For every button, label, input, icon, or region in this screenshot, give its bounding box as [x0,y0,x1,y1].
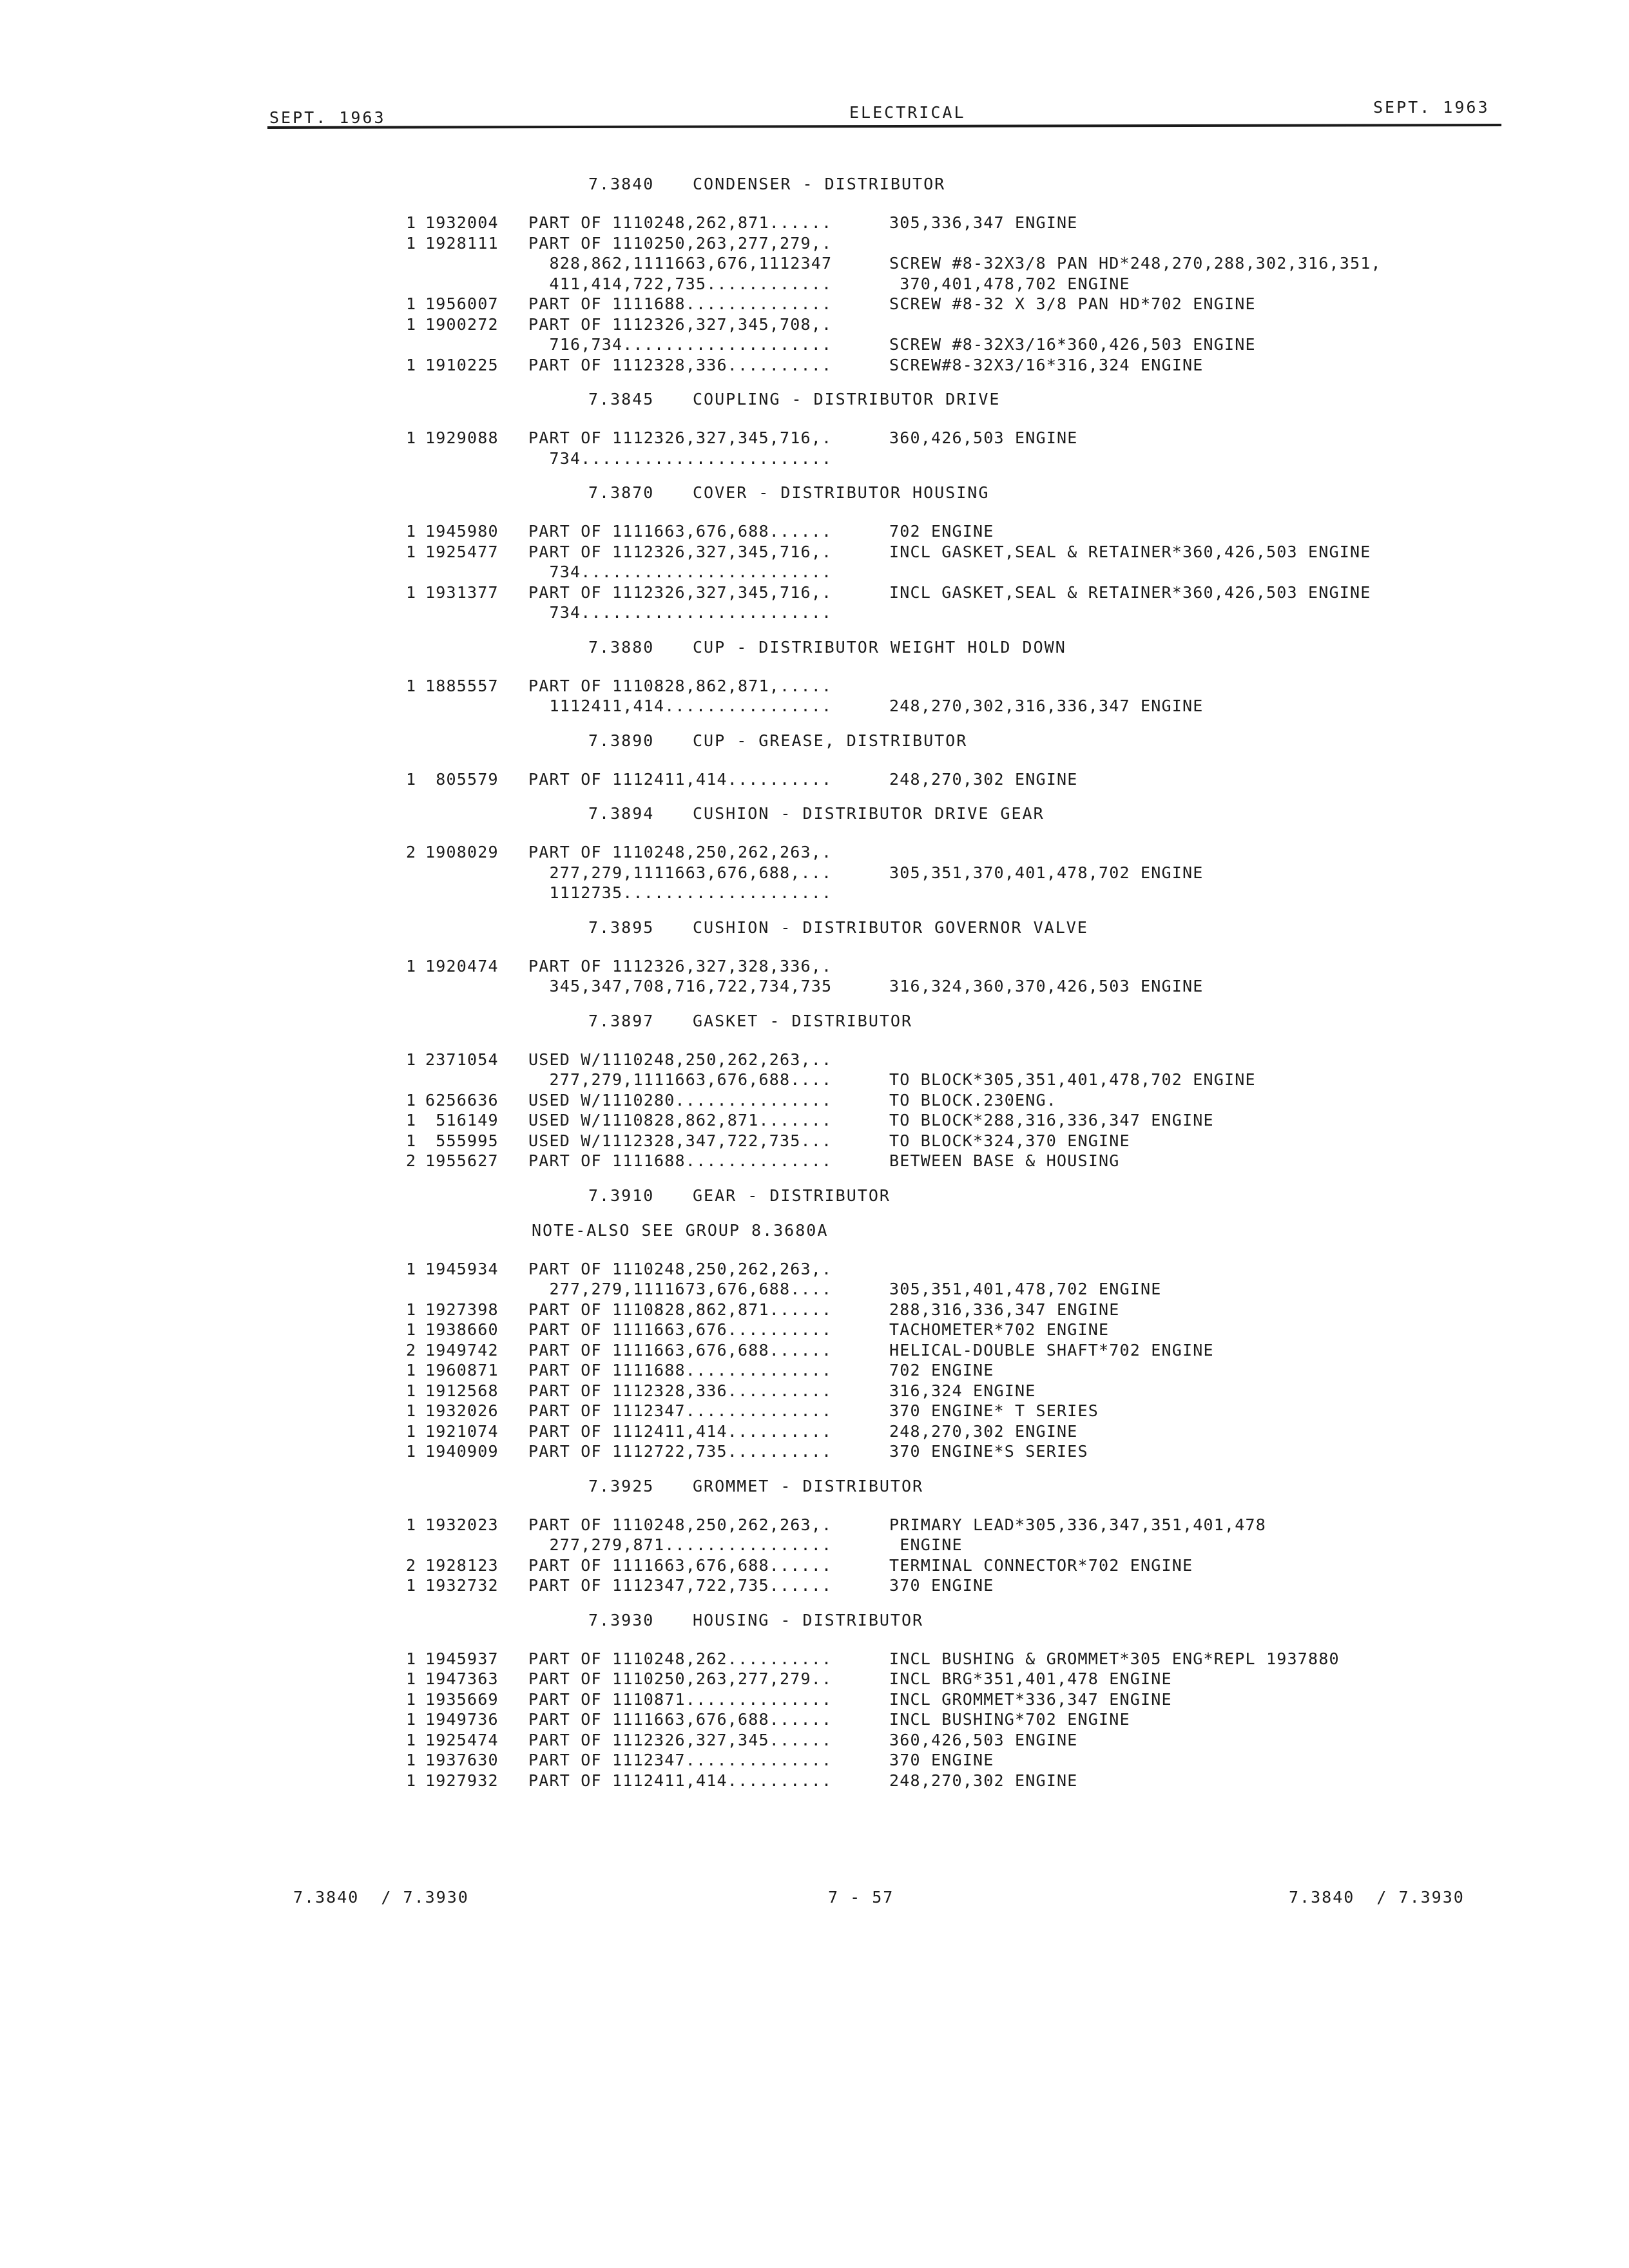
header-date-left: SEPT. 1963 [269,108,386,127]
part-usage: PART OF 1110250,263,277,279.. [528,1669,833,1688]
part-remarks: TO BLOCK*324,370 ENGINE [889,1131,1130,1150]
section-number: 7.3840 [588,175,655,193]
part-number: 1920474 [425,956,499,975]
part-row [406,274,1489,294]
part-number: 1935669 [425,1689,499,1709]
part-number: 1885557 [425,676,499,695]
part-row [406,1649,1489,1669]
part-number: 1947363 [425,1669,499,1688]
part-row [406,521,1489,542]
part-number: 1925474 [425,1730,499,1749]
part-usage: USED W/1110248,250,262,263,.. [528,1050,833,1069]
part-row [406,1421,1489,1442]
part-remarks: SCREW #8-32 X 3/8 PAN HD*702 ENGINE [889,294,1256,313]
part-usage: PART OF 1111688.............. [528,294,833,313]
part-number: 1955627 [425,1151,499,1170]
part-row [406,213,1489,233]
part-usage: PART OF 1111663,676,688...... [528,1340,833,1360]
part-number: 1949736 [425,1710,499,1729]
part-remarks: 316,324 ENGINE [889,1381,1036,1400]
part-remarks: TERMINAL CONNECTOR*702 ENGINE [889,1555,1193,1575]
part-remarks: SCREW #8-32X3/16*360,426,503 ENGINE [889,335,1256,354]
part-quantity: 1 [406,1515,417,1534]
section-number: 7.3880 [588,637,655,657]
part-number: 1921074 [425,1421,499,1441]
part-row [406,542,1489,562]
part-quantity: 1 [406,1111,417,1129]
part-usage: PART OF 1112328,336.......... [528,355,833,374]
part-usage: PART OF 1110248,262,871...... [528,213,833,232]
part-row [406,1381,1489,1401]
part-usage: PART OF 1112411,414.......... [528,1421,833,1441]
part-row [406,1689,1489,1710]
part-row [406,1555,1489,1576]
part-row [406,602,1489,623]
part-row [406,1669,1489,1689]
part-quantity: 1 [406,1320,417,1339]
part-row [406,582,1489,603]
part-usage: USED W/1110280............... [528,1090,833,1110]
part-usage: PART OF 1111663,676,688...... [528,1710,833,1729]
part-quantity: 1 [406,1050,417,1069]
section-heading [588,1008,1489,1034]
header-title: ELECTRICAL [849,103,966,122]
section-number: 7.3845 [588,390,655,408]
section-number: 7.3910 [588,1186,655,1205]
part-remarks: HELICAL-DOUBLE SHAFT*702 ENGINE [889,1340,1214,1360]
part-remarks: 360,426,503 ENGINE [889,428,1078,447]
part-number: 1931377 [425,582,499,602]
part-number: 1925477 [425,542,499,561]
part-number: 1927398 [425,1300,499,1319]
part-row [406,1340,1489,1361]
part-remarks: INCL BUSHING*702 ENGINE [889,1710,1130,1729]
part-remarks: 288,316,336,347 ENGINE [889,1300,1120,1319]
section-title: HOUSING - DISTRIBUTOR [693,1610,924,1629]
part-usage: PART OF 1112411,414.......... [528,769,833,789]
part-usage: 734........................ [528,562,833,581]
part-remarks: 360,426,503 ENGINE [889,1730,1078,1749]
part-usage: PART OF 1112326,327,345,716,. [528,582,833,602]
part-remarks: 305,336,347 ENGINE [889,213,1078,232]
header-date-right: SEPT. 1963 [1373,98,1490,117]
part-number: 516149 [425,1111,499,1129]
part-quantity: 1 [406,1090,417,1110]
part-number: 1912568 [425,1381,499,1400]
part-quantity: 1 [406,1576,417,1595]
part-remarks: TACHOMETER*702 ENGINE [889,1320,1110,1339]
part-row [406,1535,1489,1555]
section-title: CUP - GREASE, DISTRIBUTOR [693,731,968,750]
part-usage: PART OF 1110248,250,262,263,. [528,843,833,861]
part-remarks: 370 ENGINE* T SERIES [889,1401,1099,1420]
part-quantity: 1 [406,355,417,374]
part-remarks: 248,270,302,316,336,347 ENGINE [889,697,1204,715]
section-title: CUSHION - DISTRIBUTOR GOVERNOR VALVE [693,918,1088,937]
part-row [406,428,1489,448]
part-remarks: 370 ENGINE [889,1751,994,1769]
part-remarks: 370 ENGINE*S SERIES [889,1442,1088,1461]
part-number: 1910225 [425,355,499,374]
part-remarks: 316,324,360,370,426,503 ENGINE [889,977,1204,995]
part-row [406,1575,1489,1596]
part-row [406,334,1489,355]
section-heading [588,1183,1489,1209]
section-title: GASKET - DISTRIBUTOR [693,1011,913,1030]
header-rule [267,124,1501,129]
part-usage: PART OF 1110250,263,277,279,. [528,233,833,253]
part-usage: PART OF 1112411,414.......... [528,1771,833,1790]
part-remarks: ENGINE [889,1535,963,1554]
part-quantity: 1 [406,1381,417,1400]
part-usage: 345,347,708,716,722,734,735 [528,977,833,995]
part-number: 1949742 [425,1340,499,1360]
part-quantity: 1 [406,428,417,447]
section-heading [588,480,1489,506]
section-title: CUP - DISTRIBUTOR WEIGHT HOLD DOWN [693,637,1066,657]
part-quantity: 1 [406,233,417,253]
part-row [406,1515,1489,1535]
part-quantity: 1 [406,582,417,602]
part-quantity: 1 [406,676,417,695]
part-quantity: 1 [406,1421,417,1441]
part-remarks: 702 ENGINE [889,1361,994,1379]
part-usage: PART OF 1112326,327,345,716,. [528,542,833,561]
part-row [406,1151,1489,1171]
part-quantity: 2 [406,1340,417,1360]
part-usage: PART OF 1111663,676,688...... [528,1555,833,1575]
section-heading [588,387,1489,412]
part-row [406,233,1489,254]
part-row [406,1320,1489,1340]
part-number: 1945980 [425,522,499,541]
section-heading [588,801,1489,827]
section-number: 7.3895 [588,918,655,937]
part-remarks: 370,401,478,702 ENGINE [889,274,1130,293]
section-title: CUSHION - DISTRIBUTOR DRIVE GEAR [693,804,1045,823]
part-row [406,696,1489,716]
part-row [406,1300,1489,1320]
part-number: 1932026 [425,1401,499,1420]
part-quantity: 1 [406,542,417,561]
section-heading [588,728,1489,754]
part-usage: 277,279,1111673,676,688.... [528,1280,833,1298]
part-usage: PART OF 1112347,722,735...... [528,1576,833,1595]
part-number: 1929088 [425,428,499,447]
section-number: 7.3925 [588,1476,655,1495]
part-remarks: 248,270,302 ENGINE [889,769,1078,789]
part-quantity: 1 [406,1710,417,1729]
part-quantity: 2 [406,1555,417,1575]
part-row [406,253,1489,274]
part-usage: PART OF 1110828,862,871...... [528,1300,833,1319]
part-quantity: 1 [406,1730,417,1749]
part-usage: 1112735.................... [528,883,833,902]
part-quantity: 1 [406,1131,417,1150]
part-quantity: 2 [406,843,417,861]
part-remarks: 370 ENGINE [889,1576,994,1595]
part-usage: PART OF 1112326,327,328,336,. [528,956,833,975]
part-number: 2371054 [425,1050,499,1069]
part-usage: PART OF 1110871.............. [528,1689,833,1709]
part-quantity: 1 [406,769,417,789]
part-row [406,976,1489,997]
part-usage: 716,734.................... [528,335,833,354]
part-quantity: 1 [406,956,417,975]
part-remarks: SCREW#8-32X3/16*316,324 ENGINE [889,355,1204,374]
part-remarks: INCL GROMMET*336,347 ENGINE [889,1689,1172,1709]
part-remarks: INCL GASKET,SEAL & RETAINER*360,426,503 ENGINE [889,582,1371,602]
part-row [406,1750,1489,1771]
part-number: 1945937 [425,1649,499,1668]
part-remarks: 305,351,370,401,478,702 ENGINE [889,863,1204,882]
part-row [406,448,1489,469]
part-row [406,1360,1489,1381]
part-number: 1928123 [425,1555,499,1575]
part-number: 555995 [425,1131,499,1150]
part-quantity: 1 [406,1401,417,1420]
part-quantity: 1 [406,314,417,334]
section-title: COUPLING - DISTRIBUTOR DRIVE [693,390,1001,408]
page-number: 7 - 57 [828,1888,894,1907]
part-usage: PART OF 1112722,735.......... [528,1442,833,1461]
section-title: GEAR - DISTRIBUTOR [693,1186,891,1205]
part-usage: PART OF 1112347.............. [528,1401,833,1420]
part-row [406,842,1489,863]
section-title: COVER - DISTRIBUTOR HOUSING [693,483,990,502]
part-row [406,956,1489,977]
section-number: 7.3897 [588,1011,655,1030]
part-usage: PART OF 1110248,250,262,263,. [528,1259,833,1278]
parts-listing [406,168,1489,1798]
part-usage: PART OF 1110828,862,871,..... [528,676,833,695]
section-title: GROMMET - DISTRIBUTOR [693,1476,924,1495]
part-usage: PART OF 1111663,676,688...... [528,522,833,541]
section-number: 7.3894 [588,804,655,823]
part-remarks: PRIMARY LEAD*305,336,347,351,401,478 [889,1515,1267,1534]
part-quantity: 1 [406,1689,417,1709]
part-usage: 734........................ [528,448,833,468]
part-row [406,1279,1489,1300]
section-heading [588,915,1489,941]
part-usage: USED W/1110828,862,871....... [528,1111,833,1129]
section-number: 7.3870 [588,483,655,502]
part-usage: 277,279,871................ [528,1535,833,1554]
part-usage: PART OF 1112326,327,345,716,. [528,428,833,447]
part-usage: 277,279,1111663,676,688,... [528,863,833,882]
part-row [406,1050,1489,1070]
part-number: 1928111 [425,233,499,253]
part-number: 1956007 [425,294,499,313]
part-row [406,1441,1489,1462]
part-number: 1937630 [425,1751,499,1769]
part-usage: PART OF 1112326,327,345...... [528,1730,833,1749]
part-row [406,562,1489,582]
section-number: 7.3930 [588,1610,655,1629]
part-row [406,676,1489,697]
part-remarks: INCL BUSHING & GROMMET*305 ENG*REPL 1937880 [889,1649,1340,1668]
part-number: 1932023 [425,1515,499,1534]
part-row [406,1131,1489,1151]
part-row [406,863,1489,883]
part-quantity: 2 [406,1151,417,1170]
part-quantity: 1 [406,1751,417,1769]
part-row [406,1110,1489,1131]
part-usage: PART OF 1112326,327,345,708,. [528,314,833,334]
part-quantity: 1 [406,1442,417,1461]
part-quantity: 1 [406,1771,417,1790]
section-heading [588,1608,1489,1633]
part-number: 1960871 [425,1361,499,1379]
part-usage: PART OF 1111688.............. [528,1151,833,1170]
part-usage: PART OF 1111688.............. [528,1361,833,1379]
part-usage: 277,279,1111663,676,688.... [528,1070,833,1089]
part-number: 1932004 [425,213,499,232]
part-usage: PART OF 1112328,336.......... [528,1381,833,1400]
part-remarks: INCL BRG*351,401,478 ENGINE [889,1669,1172,1688]
part-number: 1927932 [425,1771,499,1790]
part-remarks: 702 ENGINE [889,522,994,541]
part-number: 1908029 [425,843,499,861]
part-remarks: BETWEEN BASE & HOUSING [889,1151,1120,1170]
part-row [406,1401,1489,1421]
part-number: 6256636 [425,1090,499,1110]
section-heading [588,1474,1489,1499]
part-usage: 828,862,1111663,676,1112347 [528,254,833,273]
part-number: 1938660 [425,1320,499,1339]
part-number: 805579 [425,769,499,789]
part-row [406,1259,1489,1280]
section-heading [588,171,1489,197]
section-heading [588,635,1489,660]
part-remarks: TO BLOCK*305,351,401,478,702 ENGINE [889,1070,1256,1089]
part-remarks: TO BLOCK*288,316,336,347 ENGINE [889,1111,1214,1129]
part-row [406,1771,1489,1791]
part-quantity: 1 [406,1669,417,1688]
part-row [406,1090,1489,1111]
footer-range-right: 7.3840 / 7.3930 [1289,1888,1465,1907]
part-number: 1900272 [425,314,499,334]
part-remarks: SCREW #8-32X3/8 PAN HD*248,270,288,302,316,351, [889,254,1382,273]
part-row [406,1070,1489,1090]
part-usage: 411,414,722,735............ [528,274,833,293]
part-quantity: 1 [406,213,417,232]
part-usage: PART OF 1110248,250,262,263,. [528,1515,833,1534]
part-usage: 1112411,414................ [528,697,833,715]
part-row [406,314,1489,335]
part-quantity: 1 [406,1259,417,1278]
part-row [406,294,1489,314]
part-number: 1932732 [425,1576,499,1595]
section-number: 7.3890 [588,731,655,750]
part-remarks: TO BLOCK.230ENG. [889,1090,1057,1110]
part-usage: 734........................ [528,603,833,622]
part-usage: PART OF 1110248,262.......... [528,1649,833,1668]
part-row [406,1730,1489,1751]
part-quantity: 1 [406,1361,417,1379]
part-row [406,1709,1489,1730]
part-usage: PART OF 1112347.............. [528,1751,833,1769]
part-quantity: 1 [406,1300,417,1319]
part-quantity: 1 [406,294,417,313]
section-title: CONDENSER - DISTRIBUTOR [693,175,946,193]
part-row [406,355,1489,376]
part-row [406,769,1489,790]
footer-range-left: 7.3840 / 7.3930 [293,1888,469,1907]
part-remarks: 248,270,302 ENGINE [889,1421,1078,1441]
part-usage: PART OF 1111663,676.......... [528,1320,833,1339]
part-number: 1945934 [425,1259,499,1278]
part-number: 1940909 [425,1442,499,1461]
part-remarks: INCL GASKET,SEAL & RETAINER*360,426,503 ENGINE [889,542,1371,561]
part-quantity: 1 [406,522,417,541]
part-remarks: 248,270,302 ENGINE [889,1771,1078,1790]
part-row [406,883,1489,903]
section-note: NOTE-ALSO SEE GROUP 8.3680A [532,1220,829,1240]
part-remarks: 305,351,401,478,702 ENGINE [889,1280,1162,1298]
part-usage: USED W/1112328,347,722,735... [528,1131,833,1150]
part-quantity: 1 [406,1649,417,1668]
